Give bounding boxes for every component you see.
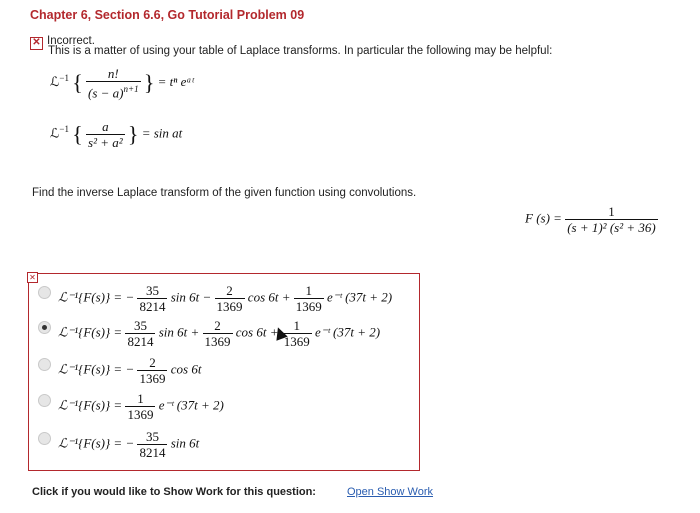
fraction-denominator: 8214 bbox=[139, 445, 166, 460]
option-term: sin 6t + bbox=[158, 324, 200, 340]
option-lhs: ℒ⁻¹{F(s)} = − bbox=[58, 361, 135, 377]
option-fraction bbox=[294, 283, 324, 314]
fraction bbox=[86, 66, 141, 100]
answer-radio-1[interactable] bbox=[38, 286, 51, 299]
fraction-denominator bbox=[86, 82, 141, 100]
open-show-work-link[interactable]: Open Show Work bbox=[347, 486, 434, 498]
option-term: sin 6t bbox=[170, 435, 200, 451]
formula-inverse-power bbox=[50, 66, 194, 100]
fraction-numerator: 1 bbox=[125, 391, 155, 407]
fraction-denominator: 1369 bbox=[216, 299, 243, 314]
fraction-denominator: 1369 bbox=[204, 334, 231, 349]
fraction-denominator: 8214 bbox=[127, 334, 154, 349]
fraction-denominator: 8214 bbox=[139, 299, 166, 314]
formula-rhs: = tⁿ eᵃᵗ bbox=[157, 74, 194, 90]
answer-option-5[interactable] bbox=[58, 429, 199, 460]
option-fraction bbox=[203, 318, 233, 349]
fraction-numerator: 2 bbox=[137, 355, 167, 371]
laplace-operator: ℒ bbox=[50, 74, 60, 90]
option-term: e⁻ᵗ (37t + 2) bbox=[327, 289, 393, 305]
incorrect-marker-icon: ✕ bbox=[27, 272, 38, 283]
answer-option-1[interactable] bbox=[58, 283, 392, 314]
answer-radio-5[interactable] bbox=[38, 432, 51, 445]
fraction-numerator: n! bbox=[86, 66, 141, 82]
formula-rhs: = sin at bbox=[141, 125, 183, 141]
answer-radio-2[interactable] bbox=[38, 321, 51, 334]
option-term: e⁻ᵗ (37t + 2) bbox=[314, 324, 381, 340]
option-fraction bbox=[125, 391, 155, 422]
fraction-numerator: a bbox=[86, 119, 125, 135]
fraction-denominator: 1369 bbox=[283, 334, 310, 349]
show-work-prompt: Click if you would like to Show Work for this question: bbox=[32, 486, 316, 498]
feedback-status-text: Incorrect. bbox=[47, 35, 95, 47]
formula-inverse-sine bbox=[50, 119, 182, 150]
question-text: Find the inverse Laplace transform of the given function using convolutions. bbox=[32, 187, 417, 199]
given-function bbox=[525, 204, 658, 235]
fraction-denominator: 1369 bbox=[139, 371, 166, 386]
answer-radio-3[interactable] bbox=[38, 358, 51, 371]
fraction-numerator: 1 bbox=[282, 318, 312, 334]
function-denominator: (s + 1)² (s² + 36) bbox=[567, 220, 656, 235]
answer-option-3[interactable] bbox=[58, 355, 201, 386]
option-fraction bbox=[137, 355, 167, 386]
inverse-superscript: −1 bbox=[59, 72, 69, 83]
answer-radio-4[interactable] bbox=[38, 394, 51, 407]
left-brace: { bbox=[72, 121, 83, 147]
option-lhs: ℒ⁻¹{F(s)} = − bbox=[58, 289, 135, 305]
option-fraction bbox=[125, 318, 155, 349]
fraction-numerator: 2 bbox=[215, 283, 245, 299]
denominator-base: (s − a) bbox=[88, 85, 124, 101]
option-lhs: ℒ⁻¹{F(s)} = bbox=[58, 397, 123, 413]
laplace-operator: ℒ bbox=[50, 125, 60, 141]
right-brace: } bbox=[143, 70, 155, 96]
function-lhs: F (s) = bbox=[525, 210, 562, 226]
left-brace: { bbox=[72, 70, 83, 96]
option-term: cos 6t + bbox=[235, 324, 279, 340]
answer-options bbox=[38, 280, 418, 470]
option-fraction bbox=[137, 429, 167, 460]
fraction-denominator: 1369 bbox=[127, 407, 154, 422]
fraction-numerator: 2 bbox=[203, 318, 233, 334]
option-term: cos 6t bbox=[170, 361, 202, 377]
option-term: sin 6t − bbox=[170, 289, 212, 305]
feedback-hint: This is a matter of using your table of Laplace transforms. In particular the following may be helpful: bbox=[48, 45, 553, 57]
fraction-numerator: 35 bbox=[137, 429, 167, 445]
problem-title: Chapter 6, Section 6.6, Go Tutorial Problem 09 bbox=[30, 8, 305, 22]
option-lhs: ℒ⁻¹{F(s)} = bbox=[58, 324, 123, 340]
option-term: cos 6t + bbox=[247, 289, 291, 305]
option-lhs: ℒ⁻¹{F(s)} = − bbox=[58, 435, 135, 451]
answer-option-4[interactable] bbox=[58, 391, 224, 422]
answer-option-2[interactable] bbox=[58, 318, 380, 349]
function-fraction bbox=[565, 204, 658, 235]
right-brace: } bbox=[127, 121, 139, 147]
fraction bbox=[86, 119, 125, 150]
fraction-numerator: 1 bbox=[294, 283, 324, 299]
fraction-numerator: 35 bbox=[125, 318, 155, 334]
x-icon: ✕ bbox=[30, 37, 43, 50]
fraction-denominator: 1369 bbox=[295, 299, 322, 314]
option-term: e⁻ᵗ (37t + 2) bbox=[158, 397, 224, 413]
fraction-denominator: s² + a² bbox=[88, 135, 123, 150]
fraction-numerator: 35 bbox=[137, 283, 167, 299]
option-fraction bbox=[137, 283, 167, 314]
denominator-exponent: n+1 bbox=[123, 84, 139, 94]
function-numerator: 1 bbox=[565, 204, 658, 220]
option-fraction bbox=[215, 283, 245, 314]
inverse-superscript: −1 bbox=[59, 124, 69, 135]
